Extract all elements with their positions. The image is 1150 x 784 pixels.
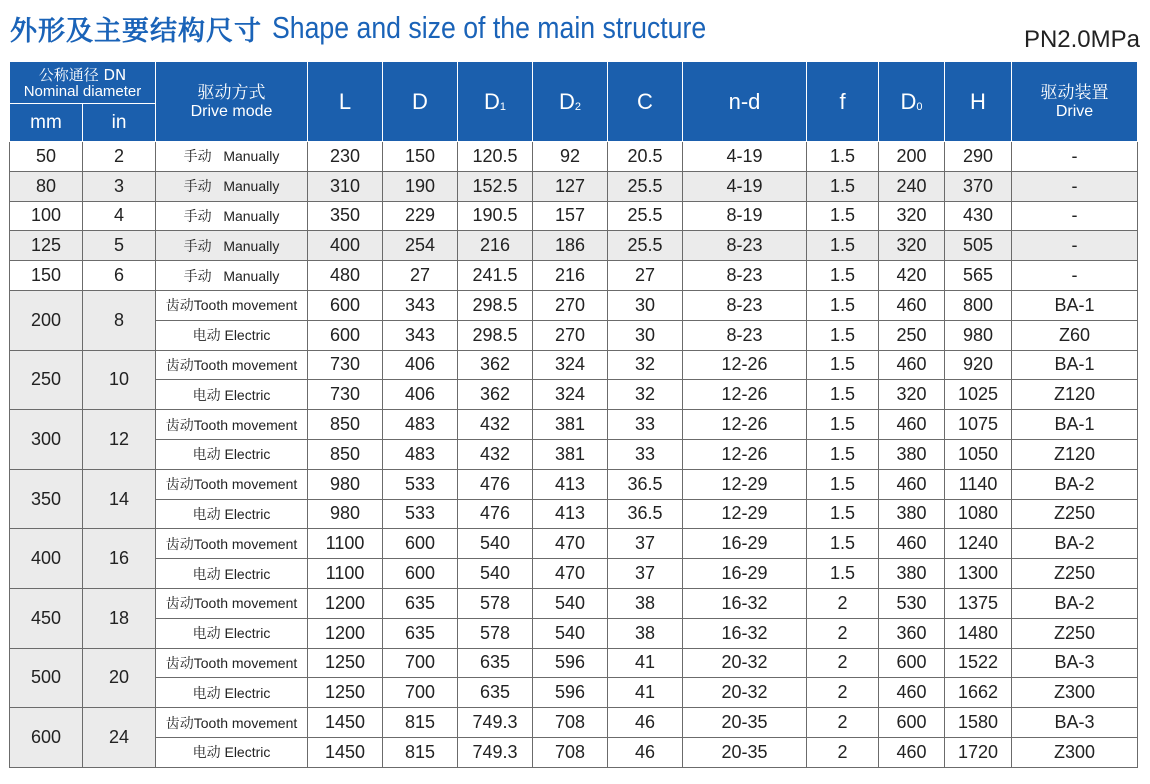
header-nominal-diameter: 公称通径 DN Nominal diameter	[10, 62, 156, 104]
cell-in: 4	[83, 201, 156, 231]
cell-f: 1.5	[807, 410, 879, 440]
cell-f: 1.5	[807, 559, 879, 589]
table-row	[10, 171, 1138, 201]
cell-c: 25.5	[608, 171, 683, 201]
title-english: Shape and size of the main structure	[272, 10, 707, 45]
header-n-d: n-d	[683, 62, 807, 142]
cell-l: 600	[308, 320, 383, 350]
cell-d1: 476	[458, 469, 533, 499]
cell-d0: 420	[879, 261, 945, 291]
cell-h: 1080	[945, 499, 1012, 529]
table-row	[10, 559, 1138, 589]
cell-l: 850	[308, 410, 383, 440]
title-chinese: 外形及主要结构尺寸	[10, 15, 262, 47]
cell-d: 406	[383, 380, 458, 410]
cell-d2: 270	[533, 290, 608, 320]
cell-nd: 8-23	[683, 290, 807, 320]
cell-nd: 12-26	[683, 410, 807, 440]
cell-d2: 596	[533, 648, 608, 678]
cell-mm: 80	[10, 171, 83, 201]
cell-nd: 4-19	[683, 142, 807, 172]
cell-f: 1.5	[807, 231, 879, 261]
table-row	[10, 678, 1138, 708]
cell-in: 12	[83, 410, 156, 470]
cell-nd: 12-26	[683, 380, 807, 410]
cell-d: 150	[383, 142, 458, 172]
cell-drive: BA-3	[1012, 708, 1138, 738]
table-row	[10, 439, 1138, 469]
cell-d: 600	[383, 559, 458, 589]
cell-mm: 350	[10, 469, 83, 529]
cell-d: 700	[383, 678, 458, 708]
cell-d2: 596	[533, 678, 608, 708]
cell-d2: 127	[533, 171, 608, 201]
cell-mm: 250	[10, 350, 83, 410]
cell-d: 27	[383, 261, 458, 291]
table-row	[10, 588, 1138, 618]
table-row	[10, 201, 1138, 231]
cell-mm: 125	[10, 231, 83, 261]
cell-d2: 324	[533, 350, 608, 380]
cell-h: 1720	[945, 737, 1012, 767]
cell-l: 730	[308, 380, 383, 410]
cell-drive: BA-1	[1012, 350, 1138, 380]
cell-d0: 460	[879, 529, 945, 559]
header-drive: 驱动装置 Drive	[1012, 62, 1138, 142]
cell-drive: Z250	[1012, 618, 1138, 648]
cell-drive-mode: 电动 Electric	[156, 439, 308, 469]
cell-f: 2	[807, 618, 879, 648]
cell-drive-mode: 电动 Electric	[156, 618, 308, 648]
cell-c: 27	[608, 261, 683, 291]
cell-drive: BA-1	[1012, 290, 1138, 320]
cell-h: 1300	[945, 559, 1012, 589]
cell-d2: 270	[533, 320, 608, 350]
table-row	[10, 499, 1138, 529]
table-row	[10, 142, 1138, 172]
cell-l: 230	[308, 142, 383, 172]
table-row	[10, 290, 1138, 320]
cell-d1: 432	[458, 410, 533, 440]
cell-nd: 8-23	[683, 231, 807, 261]
cell-h: 1522	[945, 648, 1012, 678]
cell-f: 2	[807, 737, 879, 767]
cell-nd: 16-29	[683, 529, 807, 559]
cell-drive: Z300	[1012, 678, 1138, 708]
cell-c: 41	[608, 648, 683, 678]
cell-f: 1.5	[807, 261, 879, 291]
cell-d: 254	[383, 231, 458, 261]
cell-d0: 380	[879, 439, 945, 469]
cell-nd: 16-32	[683, 588, 807, 618]
cell-d1: 216	[458, 231, 533, 261]
cell-nd: 20-32	[683, 678, 807, 708]
cell-d1: 578	[458, 618, 533, 648]
table-body	[10, 142, 1138, 768]
cell-d: 406	[383, 350, 458, 380]
cell-h: 1240	[945, 529, 1012, 559]
cell-drive-mode: 电动 Electric	[156, 499, 308, 529]
cell-d0: 320	[879, 201, 945, 231]
cell-h: 1140	[945, 469, 1012, 499]
cell-in: 6	[83, 261, 156, 291]
cell-in: 5	[83, 231, 156, 261]
header-in: in	[83, 104, 156, 142]
cell-l: 1200	[308, 588, 383, 618]
cell-l: 1250	[308, 648, 383, 678]
cell-drive-mode: 齿动Tooth movement	[156, 350, 308, 380]
cell-drive: Z120	[1012, 439, 1138, 469]
cell-l: 730	[308, 350, 383, 380]
cell-in: 8	[83, 290, 156, 350]
cell-nd: 8-23	[683, 320, 807, 350]
cell-d: 600	[383, 529, 458, 559]
cell-d1: 120.5	[458, 142, 533, 172]
header-f: f	[807, 62, 879, 142]
cell-nd: 8-23	[683, 261, 807, 291]
cell-d1: 578	[458, 588, 533, 618]
cell-l: 350	[308, 201, 383, 231]
cell-f: 1.5	[807, 380, 879, 410]
cell-drive-mode: 手动 Manually	[156, 171, 308, 201]
cell-f: 1.5	[807, 529, 879, 559]
cell-d2: 324	[533, 380, 608, 410]
cell-h: 1375	[945, 588, 1012, 618]
cell-c: 33	[608, 439, 683, 469]
cell-c: 46	[608, 708, 683, 738]
cell-nd: 20-35	[683, 737, 807, 767]
cell-in: 20	[83, 648, 156, 708]
cell-c: 38	[608, 618, 683, 648]
cell-d: 635	[383, 618, 458, 648]
cell-d0: 460	[879, 290, 945, 320]
cell-drive: -	[1012, 261, 1138, 291]
dimensions-table	[9, 61, 1138, 768]
cell-h: 800	[945, 290, 1012, 320]
cell-c: 30	[608, 320, 683, 350]
cell-d1: 362	[458, 350, 533, 380]
table-row	[10, 320, 1138, 350]
cell-d0: 460	[879, 737, 945, 767]
cell-f: 1.5	[807, 499, 879, 529]
cell-d1: 540	[458, 529, 533, 559]
cell-l: 980	[308, 499, 383, 529]
cell-d2: 413	[533, 469, 608, 499]
cell-f: 1.5	[807, 171, 879, 201]
cell-drive: BA-2	[1012, 588, 1138, 618]
cell-d1: 298.5	[458, 320, 533, 350]
cell-c: 32	[608, 380, 683, 410]
cell-d: 190	[383, 171, 458, 201]
cell-l: 850	[308, 439, 383, 469]
cell-d2: 381	[533, 439, 608, 469]
table-row	[10, 708, 1138, 738]
cell-in: 3	[83, 171, 156, 201]
cell-d2: 186	[533, 231, 608, 261]
cell-in: 16	[83, 529, 156, 589]
cell-c: 33	[608, 410, 683, 440]
cell-d1: 476	[458, 499, 533, 529]
cell-nd: 8-19	[683, 201, 807, 231]
cell-l: 1200	[308, 618, 383, 648]
cell-nd: 20-32	[683, 648, 807, 678]
cell-h: 1075	[945, 410, 1012, 440]
cell-d1: 362	[458, 380, 533, 410]
cell-in: 24	[83, 708, 156, 768]
cell-h: 430	[945, 201, 1012, 231]
cell-d0: 460	[879, 678, 945, 708]
cell-d2: 470	[533, 559, 608, 589]
cell-drive-mode: 齿动Tooth movement	[156, 410, 308, 440]
cell-c: 41	[608, 678, 683, 708]
cell-d2: 381	[533, 410, 608, 440]
cell-l: 980	[308, 469, 383, 499]
cell-c: 36.5	[608, 469, 683, 499]
pressure-rating: PN2.0MPa	[1023, 26, 1140, 53]
header-mm: mm	[10, 104, 83, 142]
table-row	[10, 618, 1138, 648]
cell-f: 2	[807, 678, 879, 708]
table-row	[10, 231, 1138, 261]
cell-f: 2	[807, 588, 879, 618]
cell-d0: 600	[879, 648, 945, 678]
cell-mm: 500	[10, 648, 83, 708]
cell-c: 25.5	[608, 201, 683, 231]
cell-mm: 450	[10, 588, 83, 648]
cell-d2: 708	[533, 708, 608, 738]
cell-l: 1100	[308, 529, 383, 559]
cell-drive-mode: 电动 Electric	[156, 678, 308, 708]
cell-d0: 380	[879, 559, 945, 589]
cell-drive-mode: 手动 Manually	[156, 261, 308, 291]
cell-d2: 92	[533, 142, 608, 172]
cell-in: 2	[83, 142, 156, 172]
cell-d0: 600	[879, 708, 945, 738]
cell-d1: 749.3	[458, 708, 533, 738]
cell-drive: Z300	[1012, 737, 1138, 767]
cell-f: 2	[807, 708, 879, 738]
cell-c: 32	[608, 350, 683, 380]
cell-drive-mode: 齿动Tooth movement	[156, 648, 308, 678]
cell-h: 370	[945, 171, 1012, 201]
cell-d0: 250	[879, 320, 945, 350]
cell-c: 30	[608, 290, 683, 320]
cell-drive-mode: 齿动Tooth movement	[156, 708, 308, 738]
cell-mm: 50	[10, 142, 83, 172]
header-H: H	[945, 62, 1012, 142]
cell-c: 20.5	[608, 142, 683, 172]
cell-mm: 600	[10, 708, 83, 768]
cell-d1: 635	[458, 648, 533, 678]
cell-c: 37	[608, 529, 683, 559]
cell-nd: 4-19	[683, 171, 807, 201]
table-row	[10, 469, 1138, 499]
cell-d: 229	[383, 201, 458, 231]
cell-drive: Z250	[1012, 559, 1138, 589]
cell-l: 1100	[308, 559, 383, 589]
cell-h: 920	[945, 350, 1012, 380]
cell-drive-mode: 齿动Tooth movement	[156, 290, 308, 320]
header-D1: $D_1$	[458, 62, 533, 142]
cell-h: 505	[945, 231, 1012, 261]
cell-drive-mode: 电动 Electric	[156, 320, 308, 350]
cell-drive: -	[1012, 171, 1138, 201]
header-C: C	[608, 62, 683, 142]
cell-d2: 540	[533, 588, 608, 618]
header-D0: $D_0$	[879, 62, 945, 142]
cell-d1: 298.5	[458, 290, 533, 320]
cell-d2: 540	[533, 618, 608, 648]
cell-h: 290	[945, 142, 1012, 172]
cell-drive: BA-2	[1012, 529, 1138, 559]
cell-drive-mode: 电动 Electric	[156, 380, 308, 410]
header-drive-mode: 驱动方式 Drive mode	[156, 62, 308, 142]
cell-d0: 460	[879, 469, 945, 499]
cell-d1: 635	[458, 678, 533, 708]
cell-drive-mode: 手动 Manually	[156, 201, 308, 231]
cell-c: 38	[608, 588, 683, 618]
table-row	[10, 261, 1138, 291]
cell-d0: 380	[879, 499, 945, 529]
header-D2: $D_2$	[533, 62, 608, 142]
cell-nd: 16-29	[683, 559, 807, 589]
cell-drive: -	[1012, 142, 1138, 172]
cell-nd: 16-32	[683, 618, 807, 648]
cell-drive: -	[1012, 231, 1138, 261]
cell-in: 10	[83, 350, 156, 410]
cell-d0: 360	[879, 618, 945, 648]
cell-d0: 320	[879, 231, 945, 261]
cell-nd: 12-29	[683, 499, 807, 529]
cell-d: 533	[383, 469, 458, 499]
cell-d2: 470	[533, 529, 608, 559]
header-D: D	[383, 62, 458, 142]
cell-mm: 100	[10, 201, 83, 231]
table-row	[10, 737, 1138, 767]
cell-l: 480	[308, 261, 383, 291]
cell-d2: 413	[533, 499, 608, 529]
cell-d1: 241.5	[458, 261, 533, 291]
table-row	[10, 380, 1138, 410]
cell-drive: Z250	[1012, 499, 1138, 529]
cell-h: 1580	[945, 708, 1012, 738]
cell-d1: 152.5	[458, 171, 533, 201]
cell-f: 1.5	[807, 142, 879, 172]
cell-d0: 460	[879, 410, 945, 440]
cell-l: 1250	[308, 678, 383, 708]
cell-h: 565	[945, 261, 1012, 291]
cell-mm: 200	[10, 290, 83, 350]
page-title	[10, 8, 777, 48]
cell-d0: 460	[879, 350, 945, 380]
cell-l: 1450	[308, 737, 383, 767]
cell-l: 1450	[308, 708, 383, 738]
cell-d: 483	[383, 410, 458, 440]
cell-d: 815	[383, 737, 458, 767]
cell-d2: 708	[533, 737, 608, 767]
cell-d: 533	[383, 499, 458, 529]
cell-h: 1025	[945, 380, 1012, 410]
table-row	[10, 648, 1138, 678]
cell-d0: 200	[879, 142, 945, 172]
cell-d: 483	[383, 439, 458, 469]
cell-d0: 240	[879, 171, 945, 201]
cell-h: 1480	[945, 618, 1012, 648]
cell-drive-mode: 手动 Manually	[156, 142, 308, 172]
cell-d: 343	[383, 320, 458, 350]
cell-c: 37	[608, 559, 683, 589]
cell-drive: BA-1	[1012, 410, 1138, 440]
cell-c: 25.5	[608, 231, 683, 261]
cell-d: 343	[383, 290, 458, 320]
cell-drive-mode: 手动 Manually	[156, 231, 308, 261]
cell-drive-mode: 电动 Electric	[156, 737, 308, 767]
cell-d2: 216	[533, 261, 608, 291]
cell-mm: 150	[10, 261, 83, 291]
cell-drive: -	[1012, 201, 1138, 231]
cell-in: 18	[83, 588, 156, 648]
cell-l: 600	[308, 290, 383, 320]
cell-l: 310	[308, 171, 383, 201]
cell-in: 14	[83, 469, 156, 529]
cell-h: 980	[945, 320, 1012, 350]
table-row	[10, 350, 1138, 380]
cell-l: 400	[308, 231, 383, 261]
cell-d: 815	[383, 708, 458, 738]
cell-drive: Z60	[1012, 320, 1138, 350]
cell-d1: 749.3	[458, 737, 533, 767]
cell-d1: 190.5	[458, 201, 533, 231]
cell-c: 36.5	[608, 499, 683, 529]
cell-f: 1.5	[807, 290, 879, 320]
cell-mm: 300	[10, 410, 83, 470]
cell-d: 700	[383, 648, 458, 678]
cell-f: 1.5	[807, 469, 879, 499]
cell-d0: 530	[879, 588, 945, 618]
cell-d2: 157	[533, 201, 608, 231]
cell-drive-mode: 电动 Electric	[156, 559, 308, 589]
cell-h: 1050	[945, 439, 1012, 469]
cell-mm: 400	[10, 529, 83, 589]
cell-drive: Z120	[1012, 380, 1138, 410]
cell-nd: 12-29	[683, 469, 807, 499]
cell-f: 2	[807, 648, 879, 678]
cell-drive-mode: 齿动Tooth movement	[156, 469, 308, 499]
cell-c: 46	[608, 737, 683, 767]
cell-f: 1.5	[807, 201, 879, 231]
cell-drive: BA-2	[1012, 469, 1138, 499]
table-row	[10, 529, 1138, 559]
cell-nd: 12-26	[683, 350, 807, 380]
cell-f: 1.5	[807, 350, 879, 380]
cell-d1: 432	[458, 439, 533, 469]
cell-d: 635	[383, 588, 458, 618]
cell-d1: 540	[458, 559, 533, 589]
cell-nd: 20-35	[683, 708, 807, 738]
cell-drive-mode: 齿动Tooth movement	[156, 588, 308, 618]
header-L: L	[308, 62, 383, 142]
cell-d0: 320	[879, 380, 945, 410]
cell-nd: 12-26	[683, 439, 807, 469]
cell-drive: BA-3	[1012, 648, 1138, 678]
cell-h: 1662	[945, 678, 1012, 708]
table-row	[10, 410, 1138, 440]
cell-f: 1.5	[807, 320, 879, 350]
cell-drive-mode: 齿动Tooth movement	[156, 529, 308, 559]
cell-f: 1.5	[807, 439, 879, 469]
